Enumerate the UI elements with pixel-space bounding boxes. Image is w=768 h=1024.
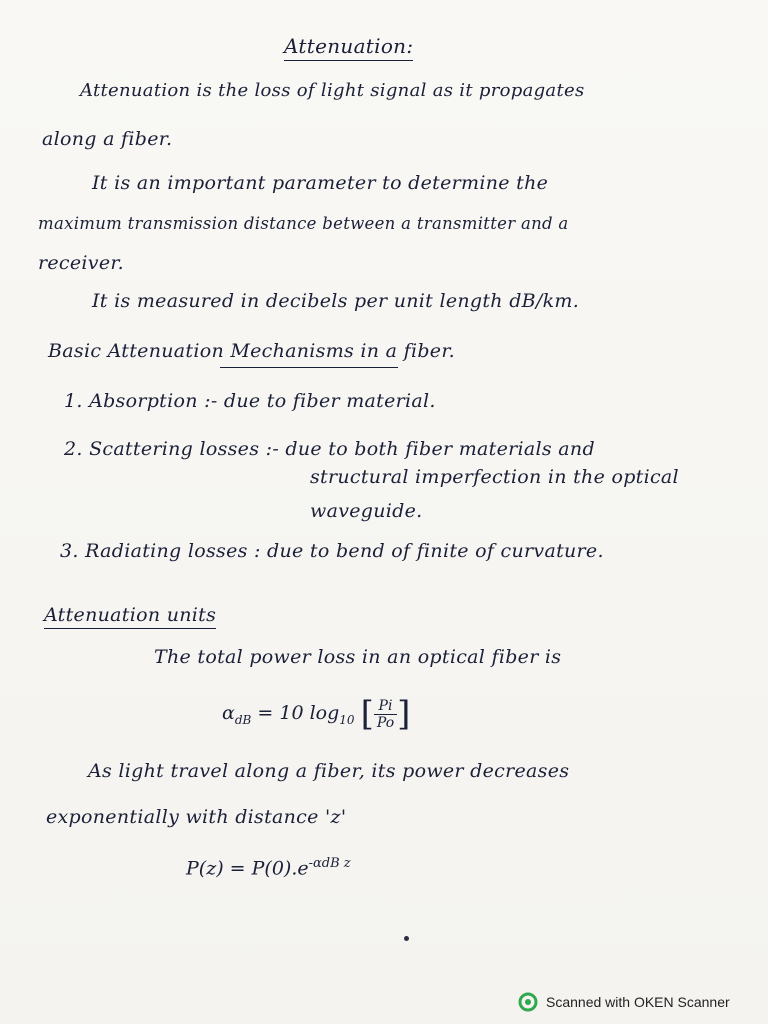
eq1-left-bracket: [ — [360, 694, 374, 734]
eq1-denominator: Po — [376, 714, 395, 731]
paragraph-2-line-3: receiver. — [38, 252, 125, 274]
page-title: Attenuation: — [284, 34, 413, 61]
exponential-decay-equation — [186, 856, 351, 879]
paragraph-4-line-2: exponentially with distance 'z' — [46, 806, 347, 828]
units-heading-text: Attenuation units — [44, 604, 216, 629]
power-loss-equation — [222, 694, 410, 734]
eq2-exponent: -αdB z — [308, 856, 351, 871]
mechanisms-heading-underline — [220, 367, 398, 368]
paragraph-2-line-2: maximum transmission distance between a transmitter and a — [38, 214, 569, 233]
eq1-log-base: 10 — [339, 712, 355, 727]
paragraph-1-line-1: Attenuation is the loss of light signal as it propagates — [80, 80, 585, 101]
eq1-numerator: Pi — [374, 698, 397, 715]
eq2-main: P(z) = P(0).e — [186, 857, 309, 880]
list-item-scattering-line-1: 2. Scattering losses :- due to both fiber materials and — [64, 438, 595, 460]
mechanisms-heading — [48, 340, 455, 362]
list-item-scattering-line-2: structural imperfection in the optical — [310, 466, 679, 488]
paragraph-1-line-2: along a fiber. — [42, 128, 173, 150]
paragraph-3: It is measured in decibels per unit length dB/km. — [92, 290, 580, 312]
eq1-alpha-subscript: dB — [234, 712, 252, 727]
ink-dot — [404, 936, 409, 941]
scanner-watermark — [518, 990, 730, 1014]
eq1-right-bracket: ] — [397, 694, 411, 734]
list-item-radiating: 3. Radiating losses : due to bend of finite of curvature. — [60, 540, 604, 562]
list-item-absorption: 1. Absorption :- due to fiber material. — [64, 390, 436, 412]
oken-scanner-logo-icon — [518, 992, 538, 1012]
eq1-fraction — [374, 698, 397, 731]
list-item-scattering-line-3: waveguide. — [310, 500, 423, 522]
paragraph-4-line-1: As light travel along a fiber, its power decreases — [88, 760, 570, 782]
eq1-rhs: = 10 log — [257, 702, 340, 724]
scanner-watermark-text: Scanned with OKEN Scanner — [546, 994, 730, 1010]
paragraph-2-line-1: It is an important parameter to determine the — [92, 172, 549, 194]
eq1-alpha: α — [222, 702, 235, 724]
mechanisms-heading-text: Basic Attenuation Mechanisms in a fiber. — [48, 340, 455, 362]
units-heading — [44, 604, 216, 626]
units-paragraph: The total power loss in an optical fiber is — [154, 646, 562, 668]
